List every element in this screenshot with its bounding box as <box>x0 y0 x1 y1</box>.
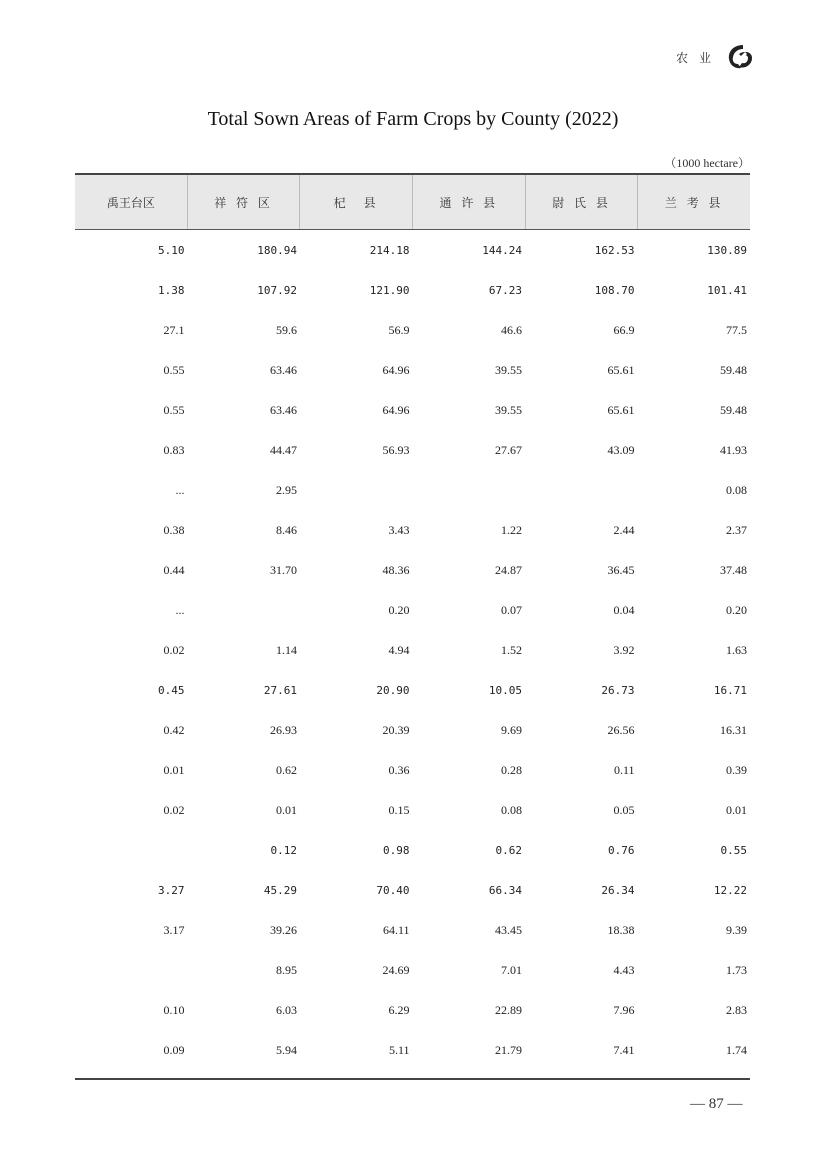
table-cell: 0.38 <box>163 522 185 537</box>
table-cell: 121.90 <box>369 283 410 297</box>
table-cell: 56.9 <box>388 322 410 337</box>
table-cell: 59.48 <box>720 362 747 377</box>
column-header: 杞 县 <box>299 175 412 229</box>
table-cell: 0.01 <box>163 762 185 777</box>
table-cell: 65.61 <box>607 402 635 417</box>
table-cell: 41.93 <box>720 442 747 457</box>
table-row <box>75 750 750 790</box>
table-cell: 0.36 <box>388 762 410 777</box>
table-cell: 24.87 <box>495 562 522 577</box>
table-row <box>75 910 750 950</box>
table-cell: 39.55 <box>495 362 522 377</box>
table-cell: 1.22 <box>501 522 522 537</box>
table-cell: 45.29 <box>263 883 297 897</box>
agriculture-logo-icon <box>725 42 755 72</box>
table-cell: 0.98 <box>383 843 410 857</box>
table-cell: 2.37 <box>726 522 747 537</box>
table-cell: 2.44 <box>613 522 635 537</box>
table-cell: 0.02 <box>163 802 185 817</box>
table-cell: 1.74 <box>726 1042 747 1057</box>
table-cell: 1.14 <box>276 642 297 657</box>
table-cell: 26.93 <box>270 722 297 737</box>
table-cell: 48.36 <box>382 562 410 577</box>
table-cell: 130.89 <box>707 243 747 257</box>
table-row <box>75 350 750 390</box>
table-row <box>75 390 750 430</box>
table-cell: 1.63 <box>726 642 747 657</box>
table-cell: 5.11 <box>388 1042 410 1057</box>
page-number: — 87 — <box>690 1096 743 1112</box>
table-cell: 0.20 <box>726 602 747 617</box>
table-cell: 108.70 <box>594 283 635 297</box>
table-cell: 0.11 <box>613 762 635 777</box>
table-cell: 63.46 <box>270 362 297 377</box>
table-cell: 0.05 <box>613 802 635 817</box>
column-header: 禹王台区 <box>106 195 155 210</box>
table-cell: 0.55 <box>163 362 185 377</box>
table-row <box>75 550 750 590</box>
table-cell: 7.41 <box>613 1042 635 1057</box>
table-cell: 7.01 <box>501 962 522 977</box>
table-cell: 7.96 <box>613 1002 635 1017</box>
table-row <box>75 630 750 670</box>
table-cell: 4.43 <box>613 962 635 977</box>
table-cell: 8.95 <box>276 962 297 977</box>
table-cell: 12.22 <box>713 883 747 897</box>
table-cell: 64.96 <box>382 402 410 417</box>
table-row <box>75 830 750 870</box>
table-cell: 214.18 <box>369 243 410 257</box>
column-header: 兰 考 县 <box>637 175 750 229</box>
table-cell: 0.10 <box>163 1002 185 1017</box>
table-body <box>75 230 750 1078</box>
table-cell: 0.62 <box>495 843 522 857</box>
table-cell: 180.94 <box>257 243 297 257</box>
table-cell: 0.08 <box>726 482 747 497</box>
table-cell: 0.09 <box>163 1042 185 1057</box>
column-header: 尉 氏 县 <box>525 175 638 229</box>
table-cell: 31.70 <box>270 562 297 577</box>
table-cell: 0.62 <box>276 762 297 777</box>
table-cell: 2.83 <box>726 1002 747 1017</box>
table-cell: 8.46 <box>276 522 297 537</box>
table-cell: 1.52 <box>501 642 522 657</box>
table-header-row <box>75 175 750 230</box>
table-cell: 0.83 <box>163 442 185 457</box>
table-row <box>75 510 750 550</box>
table-cell: 0.76 <box>608 843 635 857</box>
table-cell: 27.61 <box>263 683 297 697</box>
data-table <box>75 173 750 1080</box>
table-cell: 3.17 <box>163 922 185 937</box>
table-cell: 0.12 <box>270 843 297 857</box>
table-row <box>75 430 750 470</box>
table-cell: 24.69 <box>382 962 410 977</box>
table-row <box>75 870 750 910</box>
table-cell: 9.39 <box>726 922 747 937</box>
table-cell: 18.38 <box>607 922 635 937</box>
table-row <box>75 590 750 630</box>
table-cell: 44.47 <box>270 442 297 457</box>
table-cell: 37.48 <box>720 562 747 577</box>
table-cell: 64.11 <box>382 922 410 937</box>
table-cell: 43.09 <box>607 442 635 457</box>
column-header: 祥 符 区 <box>187 175 300 229</box>
table-cell: 2.95 <box>276 482 297 497</box>
table-cell: 5.94 <box>276 1042 297 1057</box>
table-cell: 10.05 <box>488 683 522 697</box>
table-cell: 70.40 <box>376 883 410 897</box>
unit-label: （1000 hectare） <box>664 156 750 170</box>
table-cell: 22.89 <box>495 1002 522 1017</box>
table-cell: 3.27 <box>158 883 185 897</box>
table-cell: 26.56 <box>607 722 635 737</box>
table-cell: 0.01 <box>276 802 297 817</box>
table-row <box>75 470 750 510</box>
table-cell: 27.1 <box>163 322 185 337</box>
table-row <box>75 990 750 1030</box>
table-row <box>75 790 750 830</box>
table-cell: 26.73 <box>601 683 635 697</box>
table-cell: 27.67 <box>495 442 522 457</box>
table-cell: 5.10 <box>158 243 185 257</box>
table-cell: 66.9 <box>613 322 635 337</box>
table-cell: 0.07 <box>501 602 522 617</box>
table-cell: 39.26 <box>270 922 297 937</box>
column-header: 通 许 县 <box>412 175 525 229</box>
table-cell: 16.71 <box>713 683 747 697</box>
table-cell: 20.90 <box>376 683 410 697</box>
table-cell: 46.6 <box>501 322 522 337</box>
table-cell: 59.6 <box>276 322 297 337</box>
table-cell: 144.24 <box>482 243 522 257</box>
table-cell: 0.02 <box>163 642 185 657</box>
table-cell: 0.04 <box>613 602 635 617</box>
table-row <box>75 710 750 750</box>
table-row <box>75 310 750 350</box>
table-cell: 0.28 <box>501 762 522 777</box>
table-cell: 3.43 <box>388 522 410 537</box>
table-title: Total Sown Areas of Farm Crops by County (2022) <box>207 108 619 130</box>
table-cell: ... <box>175 602 185 617</box>
table-cell: 67.23 <box>488 283 522 297</box>
table-row <box>75 270 750 310</box>
table-cell: 65.61 <box>607 362 635 377</box>
table-cell: 0.44 <box>163 562 185 577</box>
table-cell: 162.53 <box>594 243 635 257</box>
table-cell: 63.46 <box>270 402 297 417</box>
table-row <box>75 230 750 270</box>
table-cell: 20.39 <box>382 722 410 737</box>
table-row <box>75 1030 750 1070</box>
table-cell: 0.08 <box>501 802 522 817</box>
table-cell: 3.92 <box>613 642 635 657</box>
table-cell: 43.45 <box>495 922 522 937</box>
table-cell: 59.48 <box>720 402 747 417</box>
table-cell: 0.45 <box>158 683 185 697</box>
table-cell: 107.92 <box>257 283 297 297</box>
table-cell: 56.93 <box>382 442 410 457</box>
table-row <box>75 950 750 990</box>
table-cell: 39.55 <box>495 402 522 417</box>
table-cell: 0.55 <box>720 843 747 857</box>
running-header <box>676 42 755 72</box>
table-cell: 77.5 <box>726 322 747 337</box>
table-cell: 36.45 <box>607 562 635 577</box>
table-cell: 21.79 <box>495 1042 522 1057</box>
table-cell: 0.39 <box>726 762 747 777</box>
table-cell: 1.73 <box>726 962 747 977</box>
table-cell: 0.20 <box>388 602 410 617</box>
table-cell: 9.69 <box>501 722 522 737</box>
table-cell: 6.03 <box>276 1002 297 1017</box>
table-cell: 0.55 <box>163 402 185 417</box>
section-label: 农 业 <box>676 50 716 65</box>
table-cell: 16.31 <box>720 722 747 737</box>
table-cell: 26.34 <box>601 883 635 897</box>
table-cell: 0.42 <box>163 722 185 737</box>
table-cell: 1.38 <box>158 283 185 297</box>
table-cell: 6.29 <box>388 1002 410 1017</box>
table-cell: ... <box>175 482 185 497</box>
table-cell: 0.01 <box>726 802 747 817</box>
table-cell: 0.15 <box>388 802 410 817</box>
table-row <box>75 670 750 710</box>
table-cell: 66.34 <box>488 883 522 897</box>
table-cell: 4.94 <box>388 642 410 657</box>
table-cell: 101.41 <box>707 283 747 297</box>
table-cell: 64.96 <box>382 362 410 377</box>
